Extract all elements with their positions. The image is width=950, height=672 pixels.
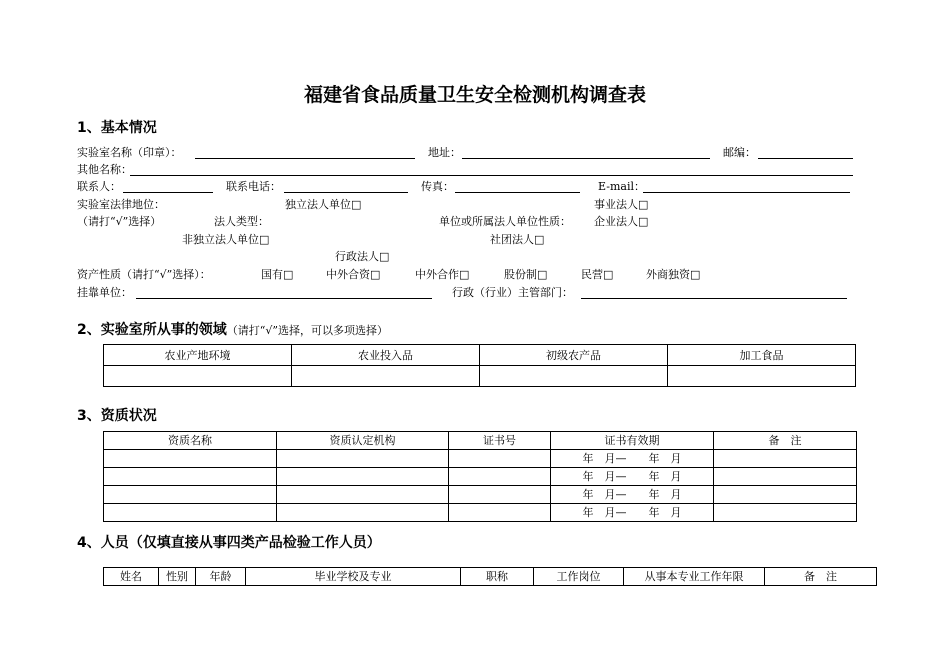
person-col-remarks: 备 注	[765, 568, 877, 586]
section-4-heading: 4、人员（仅填直接从事四类产品检验工作人员）	[77, 535, 381, 551]
postcode-label: 邮编：	[723, 146, 756, 159]
qual-cell[interactable]	[277, 486, 449, 504]
person-col-gender: 性别	[159, 568, 196, 586]
email-label: E-mail：	[598, 180, 645, 193]
fax-field[interactable]	[455, 192, 580, 193]
qual-cell[interactable]	[104, 450, 277, 468]
other-name-label: 其他名称：	[77, 163, 132, 176]
qual-cell[interactable]	[449, 504, 551, 522]
public-institution-checkbox[interactable]: 事业法人□	[594, 198, 649, 211]
table-row	[104, 504, 857, 522]
lab-name-label: 实验室名称（印章）：	[77, 146, 182, 159]
phone-label: 联系电话：	[226, 180, 281, 193]
contact-label: 联系人：	[77, 180, 121, 193]
contact-field[interactable]	[123, 192, 213, 193]
enterprise-legal-checkbox[interactable]: 企业法人□	[594, 215, 649, 228]
validity-cell[interactable]: 年 月— 年 月	[551, 468, 714, 486]
postcode-field[interactable]	[758, 158, 853, 159]
qual-cell[interactable]	[449, 450, 551, 468]
email-field[interactable]	[643, 192, 850, 193]
table-row	[104, 486, 857, 504]
legal-status-label: 实验室法律地位：	[77, 198, 165, 211]
qual-cell[interactable]	[714, 450, 857, 468]
qual-cell[interactable]	[277, 504, 449, 522]
asset-option-foreign-owned[interactable]: 外商独资□	[646, 268, 701, 281]
validity-cell[interactable]: 年 月— 年 月	[551, 450, 714, 468]
qual-cell[interactable]	[714, 504, 857, 522]
field-cell[interactable]	[668, 366, 856, 387]
unit-nature-label: 单位或所属法人单位性质：	[439, 215, 571, 228]
field-cell[interactable]	[480, 366, 668, 387]
section-2-note: （请打“√”选择，可以多项选择）	[226, 324, 389, 337]
affiliated-unit-label: 挂靠单位：	[77, 286, 132, 299]
person-col-position: 工作岗位	[534, 568, 624, 586]
legal-type-label: 法人类型：	[214, 215, 269, 228]
qualification-table	[103, 431, 857, 522]
validity-cell[interactable]: 年 月— 年 月	[551, 504, 714, 522]
qual-cell[interactable]	[714, 468, 857, 486]
section-3-heading: 3、资质状况	[77, 408, 157, 424]
qual-cell[interactable]	[277, 450, 449, 468]
qual-cell[interactable]	[714, 486, 857, 504]
field-cell[interactable]	[292, 366, 480, 387]
field-col-processed-food: 加工食品	[668, 345, 856, 366]
field-col-primary-products: 初级农产品	[480, 345, 668, 366]
tick-hint: （请打“√”选择）	[77, 215, 162, 228]
field-table	[103, 344, 856, 387]
administrative-legal-checkbox[interactable]: 行政法人□	[335, 250, 390, 263]
table-row	[104, 450, 857, 468]
address-label: 地址：	[428, 146, 461, 159]
asset-option-joint-stock[interactable]: 股份制□	[504, 268, 548, 281]
asset-option-state-owned[interactable]: 国有□	[261, 268, 294, 281]
other-name-field[interactable]	[130, 175, 853, 176]
person-col-title: 职称	[461, 568, 534, 586]
personnel-table	[103, 567, 877, 586]
fax-label: 传真：	[421, 180, 454, 193]
qual-col-cert-no: 证书号	[449, 432, 551, 450]
phone-field[interactable]	[284, 192, 408, 193]
qual-cell[interactable]	[104, 468, 277, 486]
qual-col-authority: 资质认定机构	[277, 432, 449, 450]
section-2-title: 2、实验室所从事的领域	[77, 322, 227, 338]
independent-legal-checkbox[interactable]: 独立法人单位□	[285, 198, 362, 211]
person-col-years: 从事本专业工作年限	[624, 568, 765, 586]
asset-option-sino-foreign-coop[interactable]: 中外合作□	[415, 268, 470, 281]
section-2-heading	[77, 319, 388, 339]
field-table-row	[104, 366, 856, 387]
qual-cell[interactable]	[104, 486, 277, 504]
asset-option-sino-foreign-jv[interactable]: 中外合资□	[326, 268, 381, 281]
person-col-school-major: 毕业学校及专业	[246, 568, 461, 586]
person-col-age: 年龄	[196, 568, 246, 586]
qual-cell[interactable]	[449, 468, 551, 486]
lab-name-field[interactable]	[195, 158, 415, 159]
asset-nature-label: 资产性质（请打“√”选择）：	[77, 268, 211, 281]
person-col-name: 姓名	[104, 568, 159, 586]
qual-cell[interactable]	[104, 504, 277, 522]
field-col-production-environment: 农业产地环境	[104, 345, 292, 366]
section-1-heading: 1、基本情况	[77, 120, 157, 136]
address-field[interactable]	[462, 158, 710, 159]
qual-cell[interactable]	[449, 486, 551, 504]
supervisor-label: 行政（行业）主管部门：	[452, 286, 573, 299]
field-col-agri-inputs: 农业投入品	[292, 345, 480, 366]
asset-option-private[interactable]: 民营□	[581, 268, 614, 281]
qual-col-validity: 证书有效期	[551, 432, 714, 450]
affiliated-unit-field[interactable]	[136, 298, 432, 299]
field-cell[interactable]	[104, 366, 292, 387]
qual-col-name: 资质名称	[104, 432, 277, 450]
field-table-header	[104, 345, 856, 366]
personnel-table-header	[104, 568, 877, 586]
social-group-legal-checkbox[interactable]: 社团法人□	[490, 233, 545, 246]
supervisor-field[interactable]	[581, 298, 847, 299]
non-independent-legal-checkbox[interactable]: 非独立法人单位□	[182, 233, 270, 246]
page-title: 福建省食品质量卫生安全检测机构调查表	[303, 84, 646, 106]
qual-cell[interactable]	[277, 468, 449, 486]
qualification-table-header	[104, 432, 857, 450]
validity-cell[interactable]: 年 月— 年 月	[551, 486, 714, 504]
table-row	[104, 468, 857, 486]
qual-col-remarks: 备 注	[714, 432, 857, 450]
